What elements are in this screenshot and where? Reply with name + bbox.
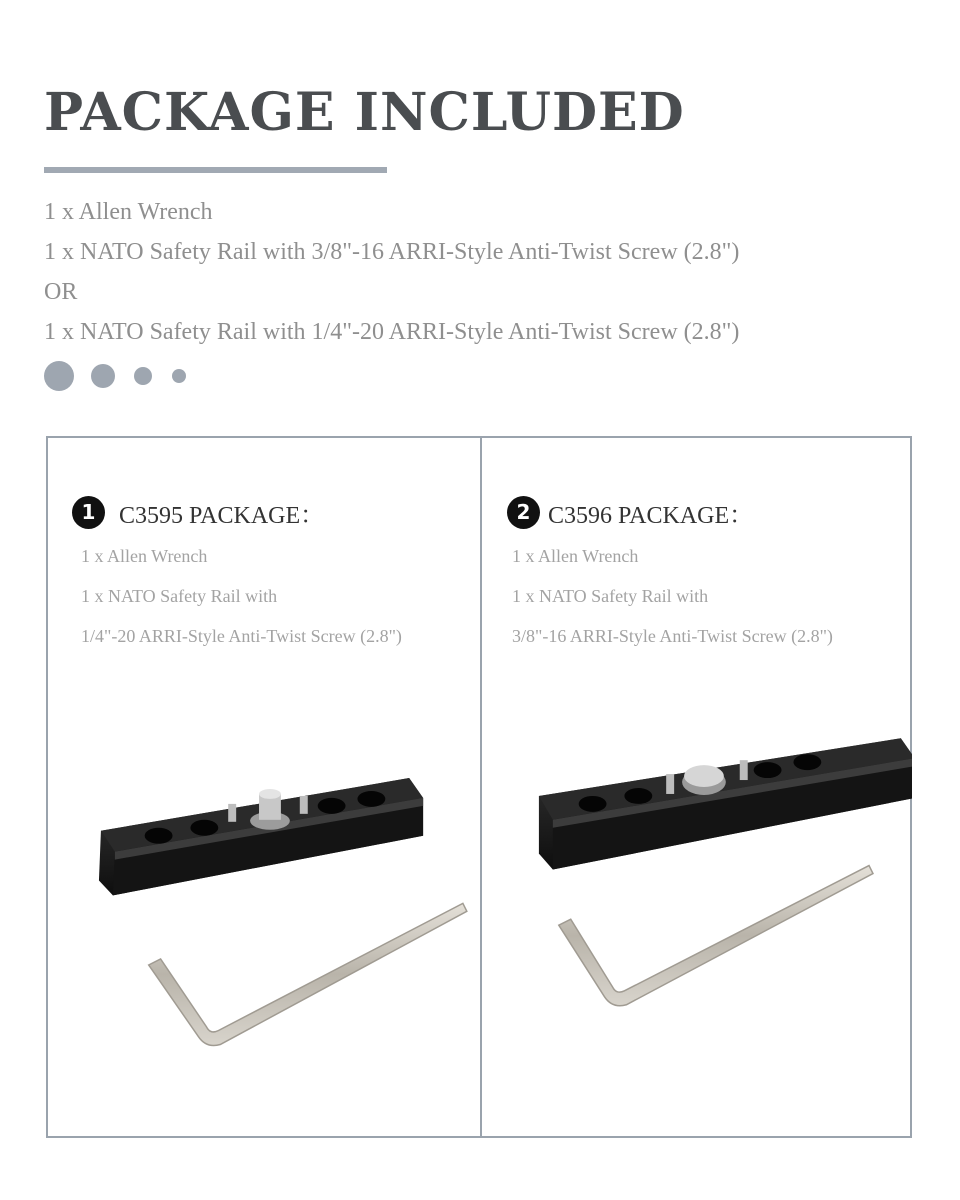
number-badge: 2 <box>507 496 540 529</box>
dot-decoration <box>172 369 186 383</box>
package-title: C3595 PACKAGE： <box>119 502 325 529</box>
product-photo-rail-and-wrench <box>482 438 912 1136</box>
dot-decoration <box>91 364 115 388</box>
list-item: 3/8"-16 ARRI-Style Anti-Twist Screw (2.8") <box>512 626 833 646</box>
allen-wrench-icon <box>149 903 467 1045</box>
dot-decoration <box>134 367 152 385</box>
product-photo-rail-and-wrench <box>48 438 480 1136</box>
nato-rail-icon <box>539 738 912 869</box>
list-item: 1 x NATO Safety Rail with 1/4"-20 ARRI-Style Anti-Twist Screw (2.8") <box>44 319 740 345</box>
list-item: 1 x NATO Safety Rail with 3/8"-16 ARRI-Style Anti-Twist Screw (2.8") <box>44 239 740 265</box>
page-title: PACKAGE INCLUDED <box>44 82 685 143</box>
list-item: 1 x Allen Wrench <box>44 199 213 225</box>
allen-wrench-icon <box>559 866 873 1006</box>
list-item: OR <box>44 279 78 305</box>
package-panel-c3596 <box>482 438 912 1136</box>
list-item: 1 x Allen Wrench <box>81 546 208 566</box>
list-item: 1 x Allen Wrench <box>512 546 639 566</box>
package-title: C3596 PACKAGE： <box>548 502 754 529</box>
list-item: 1 x NATO Safety Rail with <box>81 586 278 606</box>
package-list <box>44 192 739 352</box>
number-badge: 1 <box>72 496 105 529</box>
list-item: 1/4"-20 ARRI-Style Anti-Twist Screw (2.8") <box>81 626 402 646</box>
nato-rail-icon <box>99 778 423 895</box>
package-panel-c3595 <box>48 438 480 1136</box>
package-panels <box>46 436 912 1138</box>
title-underline <box>44 167 387 173</box>
list-item: 1 x NATO Safety Rail with <box>512 586 709 606</box>
dot-decoration <box>44 361 74 391</box>
